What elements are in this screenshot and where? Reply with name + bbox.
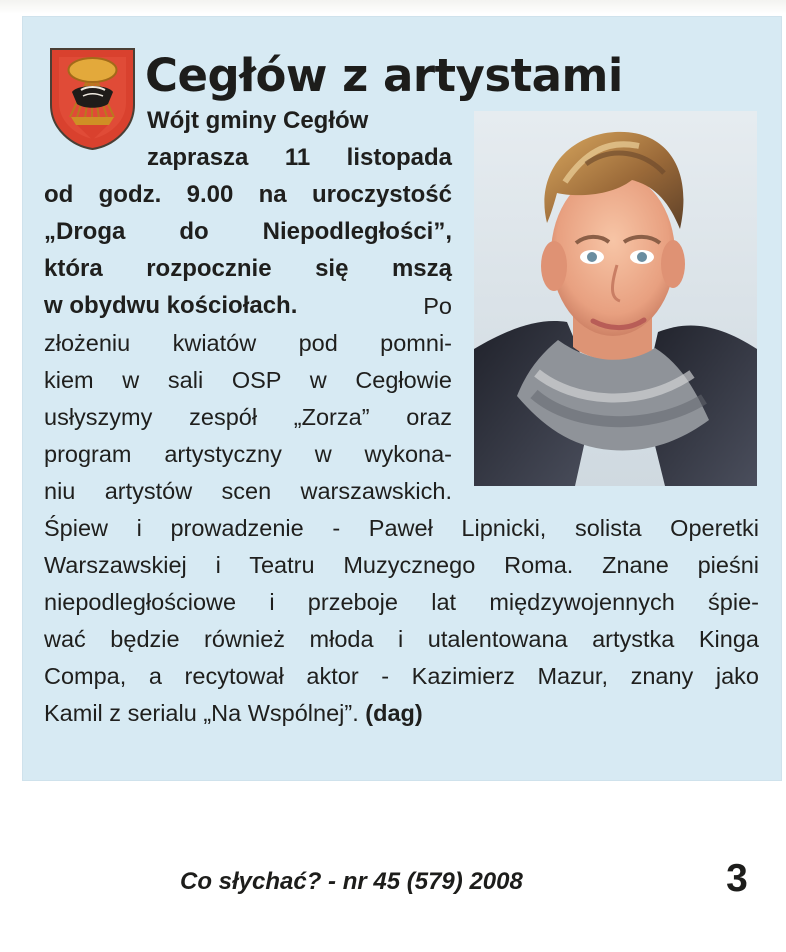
body-line-8: niepodległościowe i przeboje lat międzywojennych śpie-	[44, 589, 759, 615]
portrait-photo	[474, 111, 757, 486]
body-line-9: wać będzie również młoda i utalentowana artystka Kinga	[44, 626, 759, 652]
lead-line-2: zaprasza 11 listopada	[147, 144, 452, 171]
body-line-6: Śpiew i prowadzenie - Paweł Lipnicki, solista Operetki	[44, 515, 759, 541]
body-line-3: usłyszymy zespół „Zorza” oraz	[44, 404, 452, 430]
coat-of-arms-icon	[47, 45, 138, 151]
scan-edge	[0, 0, 786, 14]
body-line-10: Compa, a recytował aktor - Kazimierz Mazur, znany jako	[44, 663, 759, 689]
closing-line	[44, 695, 604, 731]
body-line-1: złożeniu kwiatów pod pomni-	[44, 330, 452, 356]
lead-line-5: która rozpocznie się mszą	[44, 255, 452, 282]
lead-tail-text: Po	[423, 293, 452, 319]
publication-footer: Co słychać? - nr 45 (579) 2008	[180, 868, 523, 895]
lead-line-1: Wójt gminy Cegłów	[147, 107, 369, 134]
author-credit: (dag)	[365, 700, 423, 726]
closing-text: Kamil z serialu „Na Wspólnej”.	[44, 700, 359, 726]
page-number: 3	[726, 857, 748, 900]
lead-line-6: w obydwu kościołach.	[44, 292, 298, 319]
body-line-7: Warszawskiej i Teatru Muzycznego Roma. Znane pieśni	[44, 552, 759, 578]
article-headline: Cegłów z artystami	[145, 49, 623, 102]
body-line-4: program artystyczny w wykona-	[44, 441, 452, 467]
lead-line-4: „Droga do Niepodległości”,	[44, 218, 452, 245]
body-line-2: kiem w sali OSP w Cegłowie	[44, 367, 452, 393]
body-line-5: niu artystów scen warszawskich.	[44, 478, 452, 504]
lead-line-3: od godz. 9.00 na uroczystość	[44, 181, 452, 208]
